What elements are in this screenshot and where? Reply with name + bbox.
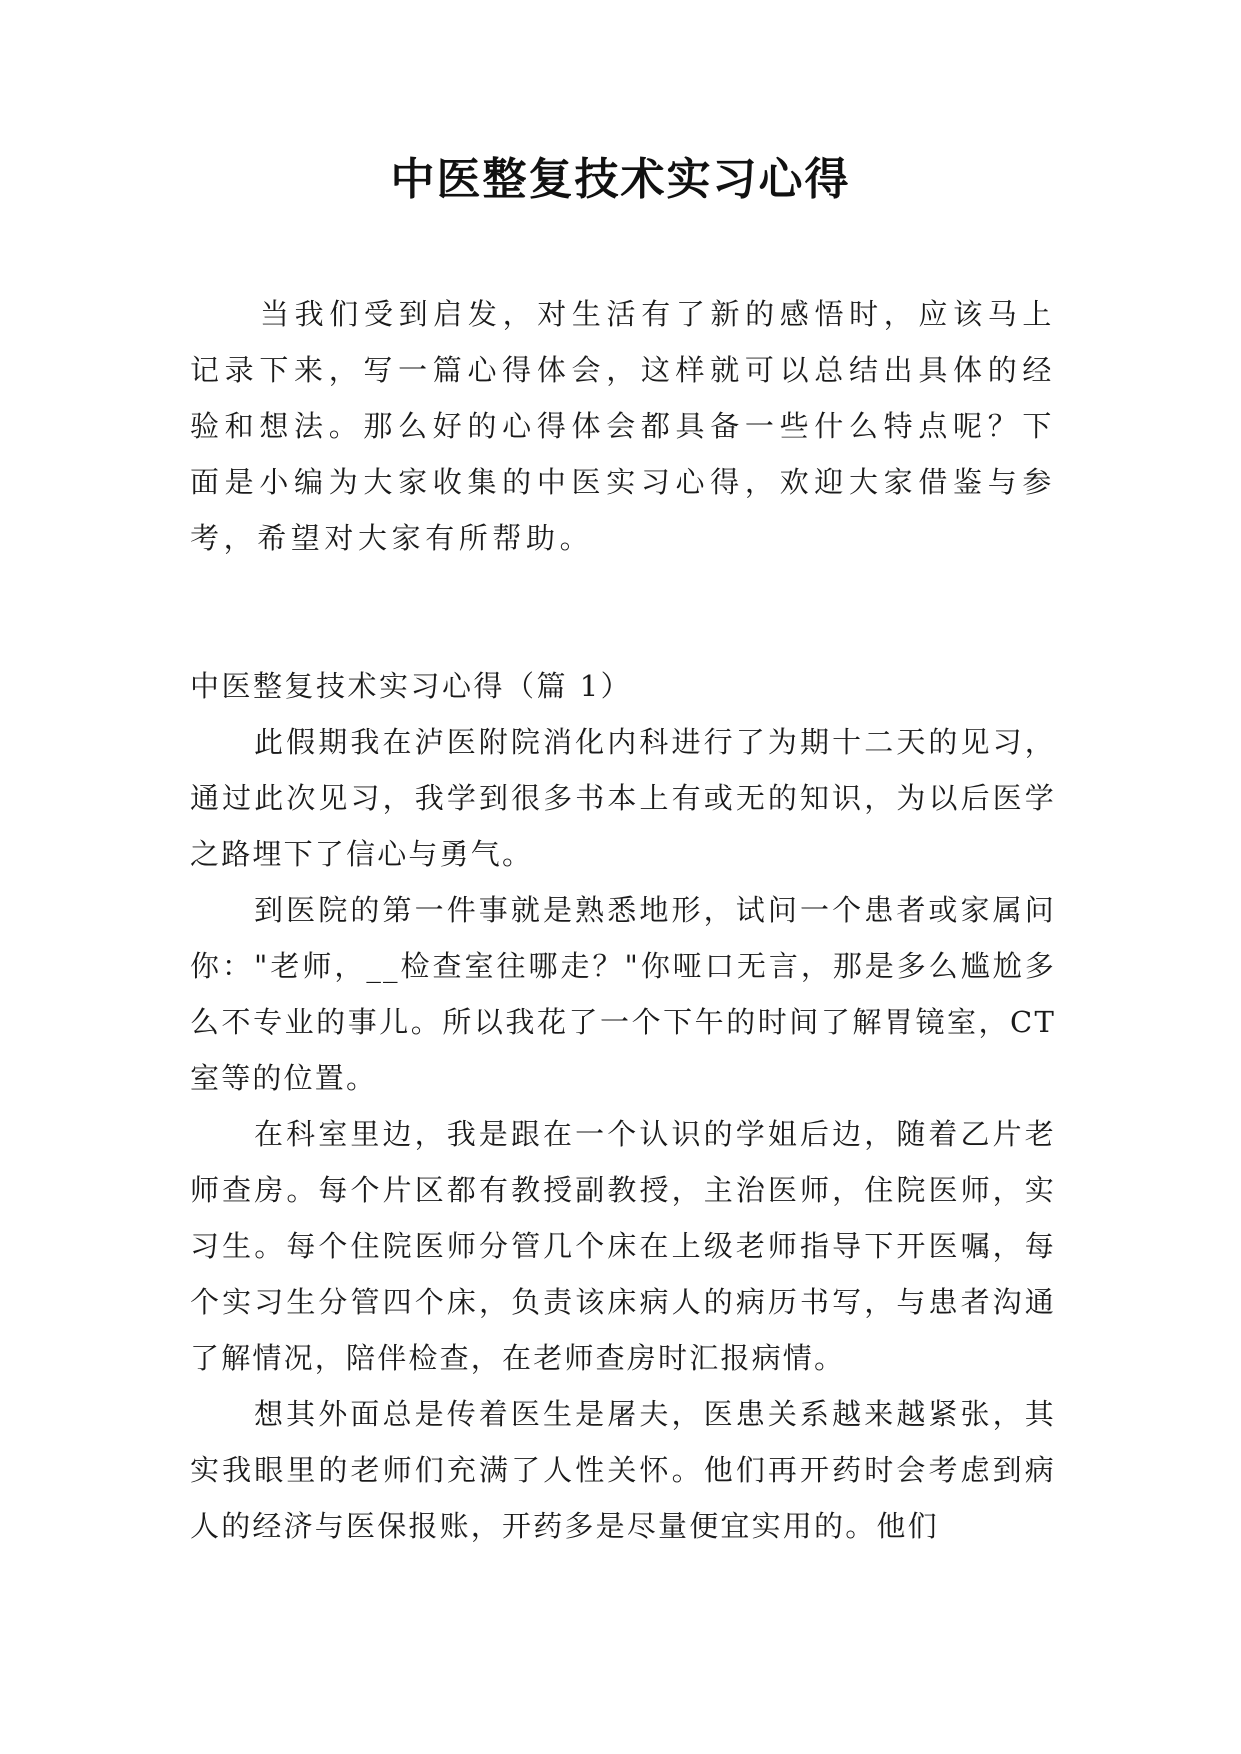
body-paragraph-2: 到医院的第一件事就是熟悉地形，试问一个患者或家属问你："老师，__检查室往哪走？"你哑口无言，那是多么尴尬多么不专业的事儿。所以我花了一个下午的时间了解胃镜室，CT 室等的位置。: [190, 893, 1056, 1095]
intro-paragraph: 当我们受到启发，对生活有了新的感悟时，应该马上记录下来，写一篇心得体会，这样就可以总结出具体的经验和想法。那么好的心得体会都具备一些什么特点呢？下面是小编为大家收集的中医实习心得，欢迎大家借鉴与参考，希望对大家有所帮助。: [190, 297, 1056, 555]
document-body: [190, 286, 1056, 1554]
body-paragraph-4: 想其外面总是传着医生是屠夫，医患关系越来越紧张，其实我眼里的老师们充满了人性关怀。他们再开药时会考虑到病人的经济与医保报账，开药多是尽量便宜实用的。他们: [190, 1397, 1056, 1543]
body-paragraph-1: 此假期我在泸医附院消化内科进行了为期十二天的见习，通过此次见习，我学到很多书本上有或无的知识，为以后医学之路埋下了信心与勇气。: [190, 725, 1056, 871]
section-spacer: [190, 566, 1056, 658]
body-paragraph-3: 在科室里边，我是跟在一个认识的学姐后边，随着乙片老师查房。每个片区都有教授副教授，主治医师，住院医师，实习生。每个住院医师分管几个床在上级老师指导下开医嘱，每个实习生分管四个床，负责该床病人的病历书写，与患者沟通了解情况，陪伴检查，在老师查房时汇报病情。: [190, 1117, 1056, 1375]
document-title: 中医整复技术实习心得: [390, 154, 851, 205]
section-heading: 中医整复技术实习心得（篇 1）: [190, 669, 633, 703]
